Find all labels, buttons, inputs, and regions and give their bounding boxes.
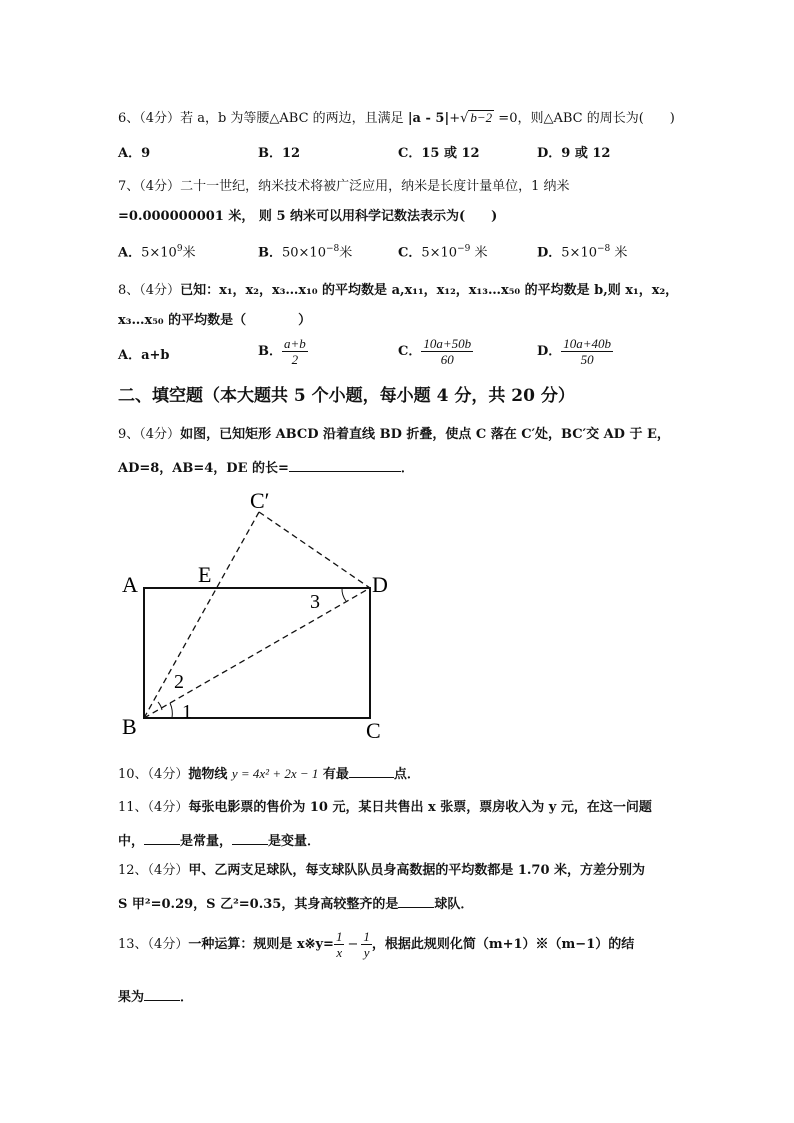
q13-frac2-den: y: [363, 945, 370, 960]
q7-option-b: [258, 245, 352, 259]
label-c-prime: C′: [250, 488, 270, 513]
q9-number: 9、: [118, 427, 140, 442]
q9-line2: [118, 459, 414, 475]
q7-option-d: [537, 245, 627, 259]
q12-answer-blank[interactable]: [398, 895, 434, 908]
q9-figure: [110, 488, 410, 750]
label-c: C: [366, 718, 381, 743]
q8-text-line1: 已知：x₁，x₂，x₃…x₁₀ 的平均数是 a,x₁₁，x₁₂，x₁₃…x₅₀ 的平均数是 b,则 x₁，x₂，: [180, 283, 679, 298]
q12-text-line2a: S 甲²=0.29，S 乙²=0.35，其身高较整齐的是: [118, 897, 399, 912]
q13-text-line2a: 果为: [118, 990, 145, 1005]
q8-number: 8、: [118, 283, 140, 298]
q7-option-d-unit: 米: [610, 245, 628, 261]
q6-sqrt-expr: b−2: [470, 110, 493, 125]
q13-number: 13、: [118, 937, 148, 952]
q10-answer-blank[interactable]: [349, 765, 394, 778]
label-angle-3: 3: [310, 591, 320, 613]
q9-text-line2a: AD=8，AB=4，DE 的长=: [118, 461, 289, 476]
q12-text-line1: 甲、乙两支足球队，每支球队队员身高数据的平均数都是 1.70 米，方差分别为: [188, 863, 646, 878]
q11-text-line2c: 是变量．: [268, 834, 321, 849]
q7-option-b-label: B．: [258, 245, 282, 261]
q7-line2: =0.000000001 米， 则 5 纳米可以用科学记数法表示为( ): [118, 209, 498, 224]
q11-line2: [118, 832, 320, 848]
q10-text-a: 抛物线: [188, 767, 232, 782]
q7-option-a-label: A．: [118, 245, 142, 261]
q12-line1: [118, 864, 645, 877]
q7-number: 7、: [118, 179, 140, 194]
q10-text-b: 有最: [318, 767, 349, 782]
q13-minus: −: [347, 937, 359, 952]
q6-text-b: =0，则△ABC 的周长为( ): [494, 111, 675, 126]
q13-line1: [118, 930, 634, 959]
q13-line2: [118, 988, 193, 1004]
q7-option-d-exp: −8: [597, 244, 611, 254]
q6-plus: +: [449, 111, 461, 126]
q7-option-a: [118, 245, 196, 259]
q7-line1: [118, 180, 569, 193]
q9-text-line2b: ．: [400, 461, 414, 476]
label-e: E: [198, 562, 212, 587]
angle-arc-1: [170, 703, 172, 718]
q13-score: （4分）: [147, 937, 189, 952]
q7-option-c-base: 5×10: [421, 245, 458, 261]
q13-text-b: ，根据此规则化简（m+1）※（m−1）的结: [371, 937, 635, 952]
q7-option-d-base: 5×10: [561, 245, 597, 261]
q8-option-c: [398, 337, 473, 366]
q8-option-b-den: 2: [291, 352, 299, 367]
q7-text-line1: 二十一世纪，纳米技术将被广泛应用，纳米是长度计量单位，1 纳米: [180, 179, 570, 194]
q13-text-line2b: ．: [180, 990, 194, 1005]
label-d: D: [372, 572, 388, 597]
q7-option-b-exp: −8: [325, 244, 340, 254]
q11-score: （4分）: [147, 800, 189, 815]
q8-line1: [118, 284, 678, 297]
q9-line1: [118, 428, 670, 441]
q8-line2: x₃…x₅₀ 的平均数是（ ）: [118, 313, 312, 328]
q13-frac2-num: 1: [363, 929, 370, 944]
q8-option-b-label: B．: [258, 344, 282, 359]
q13-answer-blank[interactable]: [144, 988, 180, 1001]
q12-score: （4分）: [147, 863, 189, 878]
q7-option-b-unit: 米: [339, 245, 353, 261]
q6-line: [118, 110, 675, 125]
angle-arc-3: [342, 588, 346, 601]
q6-sqrt-radical: √: [460, 111, 469, 126]
q7-option-c: [398, 245, 488, 259]
q8-score: （4分）: [139, 283, 181, 298]
q10-line: [118, 765, 420, 781]
q6-abs-expr: |a - 5|: [407, 111, 450, 126]
q9-answer-blank[interactable]: [289, 459, 401, 472]
q6-text-a: 若 a，b 为等腰△ABC 的两边，且满足: [180, 111, 404, 126]
q11-number: 11、: [118, 800, 148, 815]
q11-text-line2b: 是常量，: [180, 834, 233, 849]
q10-text-c: 点．: [393, 767, 420, 782]
q7-option-d-label: D．: [537, 245, 562, 261]
q7-option-a-base: 5×10: [141, 245, 177, 261]
q6-option-b: B．12: [258, 146, 301, 161]
q11-line1: [118, 801, 652, 814]
q10-score: （4分）: [147, 767, 189, 782]
q6-option-c: C．15 或 12: [398, 146, 480, 161]
q8-option-d-label: D．: [537, 344, 562, 359]
q6-score: （4分）: [139, 111, 181, 126]
label-b: B: [122, 714, 137, 739]
q12-number: 12、: [118, 863, 148, 878]
q12-text-line2b: 球队．: [434, 897, 474, 912]
q9-score: （4分）: [139, 427, 181, 442]
q9-text-line1: 如图，已知矩形 ABCD 沿着直线 BD 折叠，使点 C 落在 C′处，BC′交 AD 于 E，: [180, 427, 670, 442]
line-bd: [144, 588, 370, 718]
q10-number: 10、: [118, 767, 148, 782]
q13-frac1-num: 1: [335, 929, 343, 944]
q13-frac1-den: x: [336, 945, 343, 960]
q8-option-d: [537, 337, 613, 366]
line-bc-prime: [144, 512, 259, 718]
q7-option-c-exp: −9: [457, 244, 471, 254]
q7-option-c-unit: 米: [470, 245, 488, 261]
q10-formula: y = 4x² + 2x − 1: [231, 766, 319, 781]
label-a: A: [122, 572, 138, 597]
line-c-prime-d: [259, 512, 370, 588]
label-angle-2: 2: [174, 671, 184, 693]
q8-option-b: [258, 337, 308, 366]
q8-option-c-label: C．: [398, 344, 422, 359]
q12-line2: [118, 895, 473, 911]
q6-option-a: A．9: [118, 146, 151, 161]
q6-option-d: D．9 或 12: [537, 146, 611, 161]
label-angle-1: 1: [182, 701, 192, 723]
q6-number: 6、: [118, 111, 140, 126]
q7-option-b-base: 50×10: [282, 245, 326, 261]
q13-text-a: 一种运算：规则是 x※y=: [188, 937, 334, 952]
q8-option-a: A．a+b: [118, 348, 170, 363]
q8-option-d-den: 50: [580, 352, 594, 367]
q8-option-c-num: 10a+50b: [423, 336, 472, 351]
q7-option-c-label: C．: [398, 245, 422, 261]
q7-option-a-unit: 米: [182, 245, 196, 261]
angle-arc-2: [158, 702, 162, 710]
q11-text-line1: 每张电影票的售价为 10 元，某日共售出 x 张票，票房收入为 y 元，在这一问题: [188, 800, 652, 815]
q8-option-d-num: 10a+40b: [563, 336, 612, 351]
q11-variable-blank[interactable]: [232, 832, 268, 845]
q7-option-a-exp: 9: [176, 244, 183, 254]
q8-option-b-num: a+b: [284, 336, 306, 351]
q8-option-c-den: 60: [440, 352, 454, 367]
q7-score: （4分）: [139, 179, 181, 194]
q11-text-line2a: 中，: [118, 834, 145, 849]
section-heading: 二、填空题（本大题共 5 个小题，每小题 4 分，共 20 分）: [118, 386, 575, 406]
q11-constant-blank[interactable]: [144, 832, 180, 845]
